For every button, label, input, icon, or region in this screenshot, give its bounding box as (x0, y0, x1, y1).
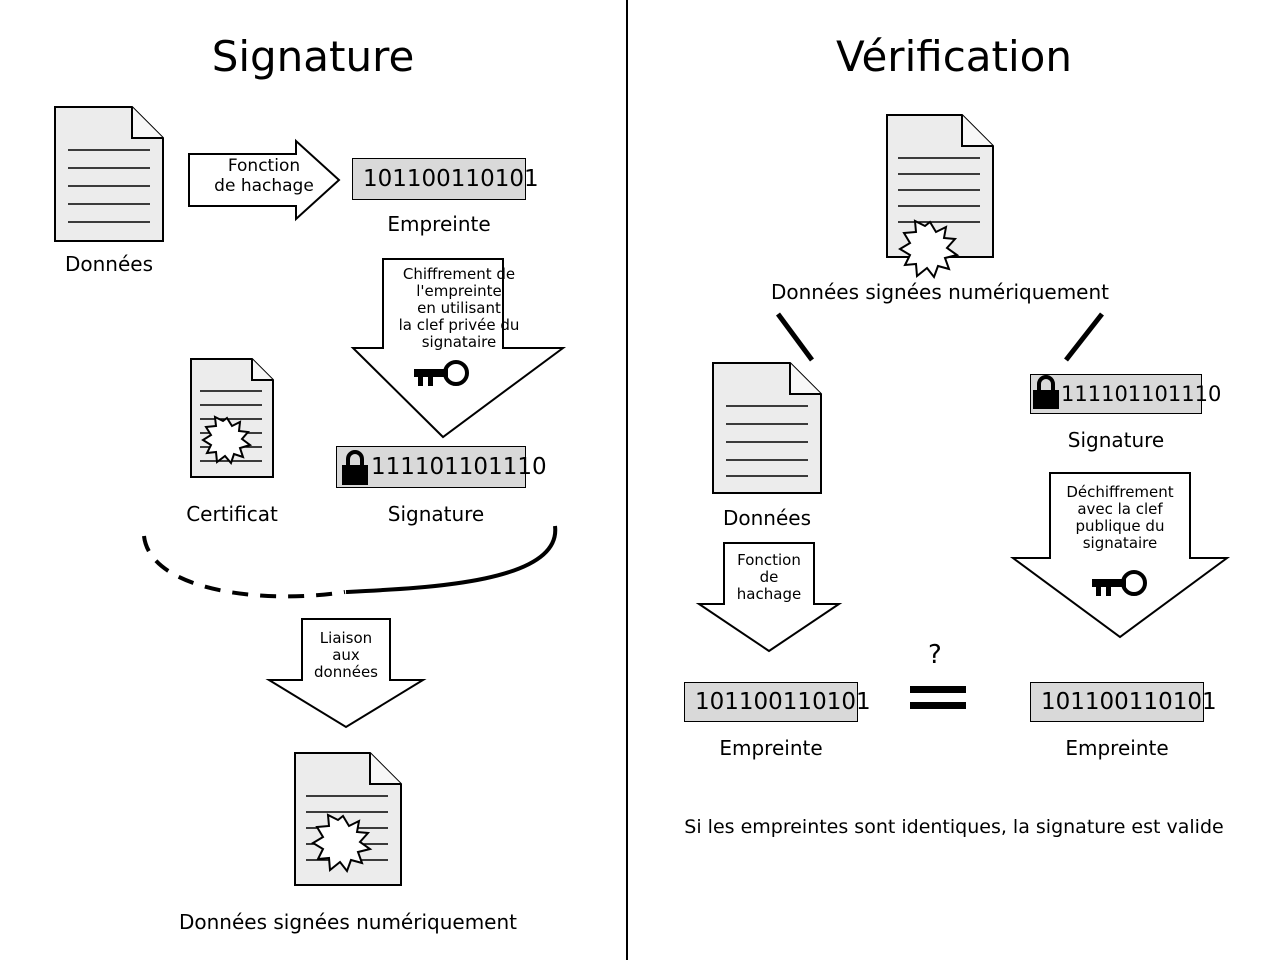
verification-digest-left-label: Empreinte (719, 736, 823, 760)
verification-data-label: Données (722, 506, 812, 530)
verification-hash-label-line3: hachage (736, 585, 802, 603)
verification-signed-data-label: Données signées numériquement (770, 280, 1109, 304)
digest-value-box: 101100110101 (352, 158, 526, 200)
hash-function-label-line1: Fonction (227, 156, 301, 176)
decrypt-arrow (1012, 472, 1228, 638)
lock-icon (340, 448, 370, 486)
encrypt-arrow-line5: signataire (421, 333, 497, 351)
decrypt-arrow-line2: avec la clef (1077, 500, 1163, 518)
verification-digest-right-box: 101100110101 (1030, 682, 1204, 722)
verification-data-document-icon (712, 362, 822, 494)
signature-panel-title: Signature (211, 32, 415, 81)
binding-connectors (130, 520, 590, 620)
encrypt-arrow (352, 258, 564, 438)
signed-data-label: Données signées numériquement (178, 910, 517, 934)
equals-sign (910, 686, 966, 718)
encrypt-arrow-line4: la clef privée du (398, 316, 520, 334)
verification-digest-left-box: 101100110101 (684, 682, 858, 722)
hash-function-arrow (188, 140, 340, 220)
certificate-icon (190, 358, 274, 478)
private-key-icon (412, 358, 470, 388)
verification-signature-box: 111101101110 (1030, 374, 1202, 414)
verification-hash-label-line2: de (759, 568, 779, 586)
verification-signature-label: Signature (1067, 428, 1165, 452)
digest-label: Empreinte (387, 212, 491, 236)
decrypt-arrow-line4: signataire (1082, 534, 1158, 552)
decrypt-arrow-line3: publique du (1075, 517, 1165, 535)
verification-hash-function-arrow (698, 542, 840, 652)
certificate-label: Certificat (186, 502, 278, 526)
decrypt-arrow-line1: Déchiffrement (1066, 483, 1174, 501)
signature-value-box: 111101101110 (336, 446, 526, 488)
verification-lock-icon (1032, 374, 1060, 410)
public-key-icon (1090, 568, 1148, 598)
conclusion-text: Si les empreintes sont identiques, la signature est valide (684, 816, 1224, 838)
verification-digest-right-label: Empreinte (1065, 736, 1169, 760)
split-connectors (766, 308, 1116, 368)
hash-function-label-line2: de hachage (214, 176, 314, 196)
data-document-icon (54, 106, 164, 242)
binding-arrow-line2: aux (332, 646, 360, 664)
signature-label: Signature (387, 502, 485, 526)
verification-panel-title: Vérification (836, 32, 1072, 81)
encrypt-arrow-line3: en utilisant (417, 299, 501, 317)
signed-data-document-icon (294, 752, 402, 886)
panel-divider (626, 0, 628, 960)
binding-arrow (268, 618, 424, 728)
binding-arrow-line3: données (314, 663, 378, 681)
binding-arrow-line1: Liaison (319, 629, 373, 647)
data-document-label: Données (64, 252, 154, 276)
compare-question-mark: ? (928, 640, 942, 670)
verification-signed-data-document-icon (886, 114, 994, 258)
verification-hash-label-line1: Fonction (737, 551, 801, 569)
encrypt-arrow-line2: l'empreinte (416, 282, 502, 300)
encrypt-arrow-line1: Chiffrement de (402, 265, 516, 283)
